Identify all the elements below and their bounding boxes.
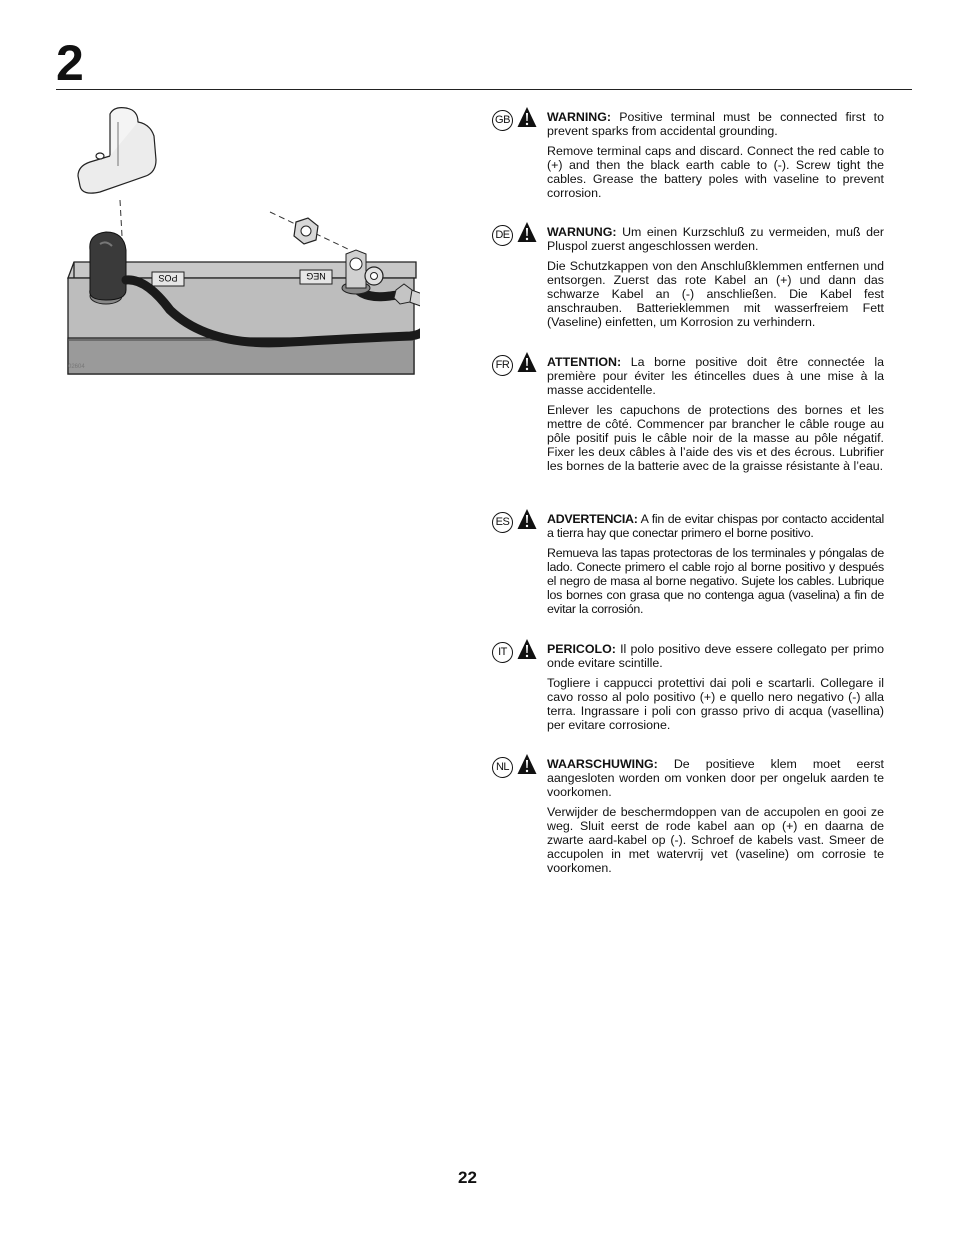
pos-label (152, 272, 184, 286)
body-paragraph: Die Schutzkappen von den Anschlußklemmen entfernen und entsorgen. Zuerst das rote Kabel an (+) und dann das schwarze Kabel an (-) anschließen. Die Kabel fest anschrauben. Batterieklemmen mit wasserfreiem Fett (Vaseline) einfetten, um Korrosion zu verhindern. (547, 259, 884, 329)
positive-terminal (90, 232, 126, 304)
terminal-cap (78, 108, 156, 194)
warning-triangle-icon (517, 508, 537, 530)
neg-label (300, 270, 332, 284)
warning-paragraph (547, 513, 884, 541)
warning-text: Um einen Kurzschluß zu vermeiden, muß der Pluspol zuerst angeschlossen werden. (547, 225, 884, 253)
language-badge: NL (492, 757, 513, 778)
warning-triangle-icon (517, 753, 537, 775)
warning-label: WARNUNG: (547, 225, 617, 239)
svg-text:NEG: NEG (306, 271, 326, 281)
page-number: 22 (458, 1168, 477, 1187)
body-paragraph: Verwijder de beschermdoppen van de accupolen en gooi ze weg. Sluit eerst de rode kabel aan op (+) en daarna de zwarte aard-kabel op (-). Schroef de kabels vast. Smeer de accupolen in met watervrij vet (vaseline) om corrosie te voorkomen. (547, 805, 884, 875)
language-badge: FR (492, 355, 513, 376)
warning-triangle-icon (517, 221, 537, 243)
body-paragraph: Togliere i cappucci protettivi dai poli e scartarli. Collegare il cavo rosso al polo positivo (+) e quello nero negativo (-) alla terra. Ingrassare i poli con grasso privo di acqua (vasellina) per evitare corrosione. (547, 676, 884, 733)
body-paragraph: Remueva las tapas protectoras de los terminales y póngalas de lado. Conecte primero el cable rojo al borne positivo y después el negro de masa al borne negativo. Sujete los cables. Lubrique los bornes con grasa que no contenga agua (vaselina) a fin de evitar la corrosión. (547, 546, 884, 616)
warning-text: De positieve klem moet eerst aangesloten worden om vonken door per ongeluk aarden te voorkomen. (547, 757, 884, 799)
warning-text: La borne positive doit être connectée la première pour éviter les étincelles dues à une mise à la masse accidentelle. (547, 355, 884, 397)
warning-paragraph (547, 226, 884, 254)
warning-text: Positive terminal must be connected first to prevent sparks from accidental grounding. (547, 110, 884, 138)
language-badge: DE (492, 225, 513, 246)
warning-label: ATTENTION: (547, 355, 622, 369)
warning-label: WAARSCHUWING: (547, 757, 658, 771)
warning-label: ADVERTENCIA: (547, 512, 638, 526)
battery-illustration (60, 100, 420, 380)
body-paragraph: Remove terminal caps and discard. Connect the red cable to (+) and then the black earth cable to (-). Screw tight the cables. Grease the battery poles with vaseline to prevent corrosion. (547, 144, 884, 201)
body-paragraph: Enlever les capuchons de protections des bornes et les mettre de côté. Commencer par brancher le câble rouge au pôle positif puis le câble noir de la masse au pôle négatif. Fixer les deux câbles à l’aide des vis et des écrous. Lubrifier les bornes de la batterie avec de la graisse résistante à l’eau. (547, 403, 884, 473)
terminal-nut (294, 218, 318, 244)
warning-paragraph (547, 356, 884, 398)
warning-triangle-icon (517, 106, 537, 128)
svg-text:POS: POS (158, 273, 178, 283)
warning-paragraph (547, 111, 884, 139)
warning-label: WARNING: (547, 110, 612, 124)
warning-label: PERICOLO: (547, 642, 616, 656)
section-number: 2 (56, 35, 84, 91)
warning-paragraph (547, 643, 884, 671)
header-rule (56, 89, 912, 90)
language-badge: ES (492, 512, 513, 533)
warning-text: Il polo positivo deve essere collegato per primo onde evitare scintille. (547, 642, 884, 670)
warning-triangle-icon (517, 351, 537, 373)
language-badge: IT (492, 642, 513, 663)
figure-code: 02604 (68, 364, 85, 370)
warning-triangle-icon (517, 638, 537, 660)
language-badge: GB (492, 110, 513, 131)
warning-paragraph (547, 758, 884, 800)
warning-text: A fin de evitar chispas por contacto accidental a tierra hay que conectar primero el borne positivo. (547, 512, 884, 540)
